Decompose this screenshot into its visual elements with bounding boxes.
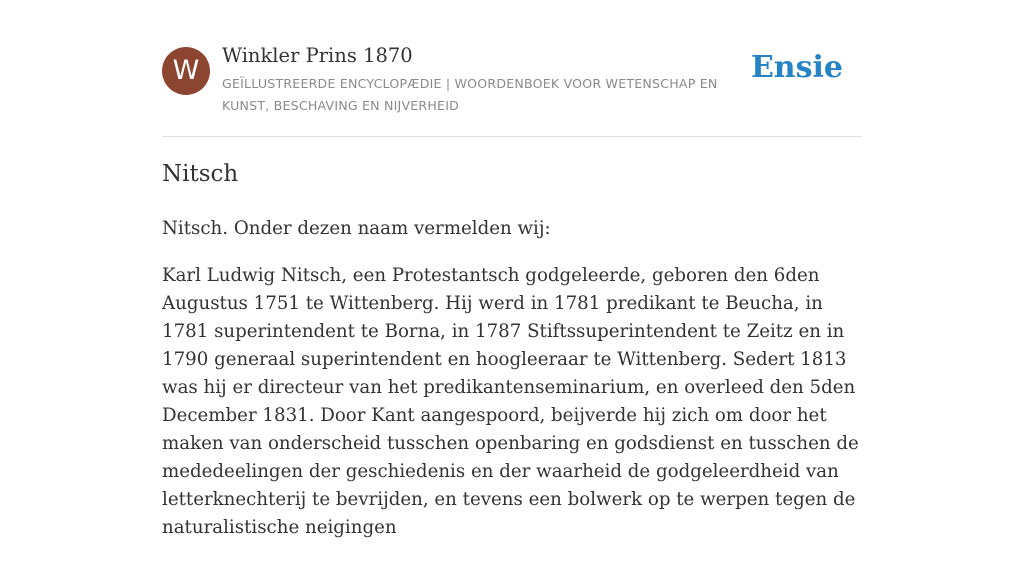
source-title-link[interactable]: Winkler Prins 1870 [222,44,413,67]
ensie-logo-link[interactable]: Ensie [750,50,843,85]
article [162,156,867,561]
article-paragraph-body: Karl Ludwig Nitsch, een Protestantsch godgeleerde, geboren den 6den Augustus 1751 te Wittenberg. Hij werd in 1781 predikant te Beucha, in 1781 superintendent te Borna, in 1787 Stiftssuperintendent te Zeitz en in 1790 generaal superintendent en hoogleeraar te Wittenberg. Sedert 1813 was hij er directeur van het predikantenseminarium, en overleed den 5den December 1831. Door Kant aangespoord, beijverde hij zich om door het maken van onderscheid tusschen openbaring en godsdienst en tusschen de mededeelingen der geschiedenis en der waarheid de godgeleerdheid van letterknechterij te bevrijden, en tevens een bolwerk op te werpen tegen de naturalistische neigingen [162,265,859,538]
source-header [162,42,862,137]
article-paragraph-intro: Nitsch. Onder dezen naam vermelden wij: [162,218,551,239]
source-avatar[interactable]: W [162,47,210,95]
article-title: Nitsch [162,161,239,187]
source-subtitle: GEÏLLUSTREERDE ENCYCLOPÆDIE | WOORDENBOEK VOOR WETENSCHAP EN KUNST, BESCHAVING EN NIJVERHEID [222,76,718,113]
